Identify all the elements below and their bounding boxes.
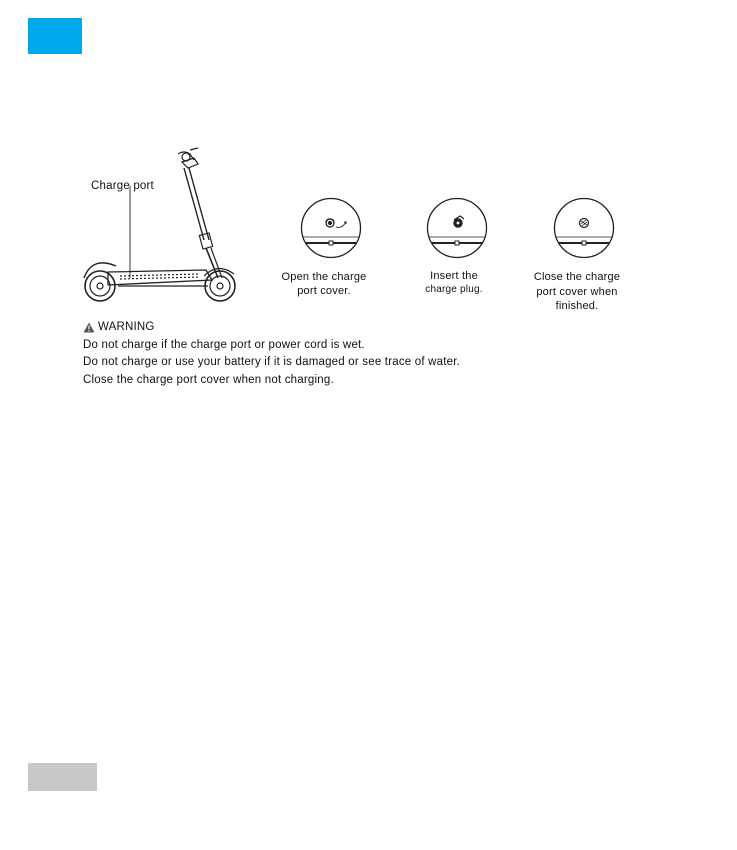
step-3-caption-line: finished. bbox=[555, 300, 599, 312]
step-3-caption-line: port cover when bbox=[536, 286, 618, 298]
page-footer-tab bbox=[28, 763, 97, 791]
warning-title: WARNING bbox=[98, 321, 155, 333]
step-2-caption bbox=[412, 270, 496, 296]
step-1-caption-line: port cover. bbox=[297, 285, 351, 297]
warning-line: Do not charge if the charge port or power cord is wet. bbox=[83, 338, 365, 351]
warning-block bbox=[83, 319, 460, 389]
charge-plug-inserted-icon bbox=[426, 197, 488, 259]
warning-line: Do not charge or use your battery if it is damaged or see trace of water. bbox=[83, 356, 461, 368]
step-2-caption-line: charge plug. bbox=[425, 284, 483, 295]
warning-triangle-icon bbox=[83, 322, 95, 333]
step-3-caption-line: Close the charge bbox=[533, 271, 621, 283]
charge-port-open-icon bbox=[300, 197, 362, 259]
step-2-caption-line: Insert the bbox=[430, 270, 478, 282]
charge-port-label: Charge port bbox=[91, 180, 154, 192]
step-1-caption-line: Open the charge bbox=[281, 271, 367, 283]
section-color-tab bbox=[28, 18, 82, 54]
scooter-illustration bbox=[78, 140, 248, 310]
warning-line: Close the charge port cover when not charging. bbox=[83, 373, 334, 386]
charge-port-closed-icon bbox=[553, 197, 615, 259]
warning-heading bbox=[83, 319, 460, 337]
step-1-caption bbox=[272, 270, 376, 298]
step-3-caption bbox=[526, 270, 628, 313]
